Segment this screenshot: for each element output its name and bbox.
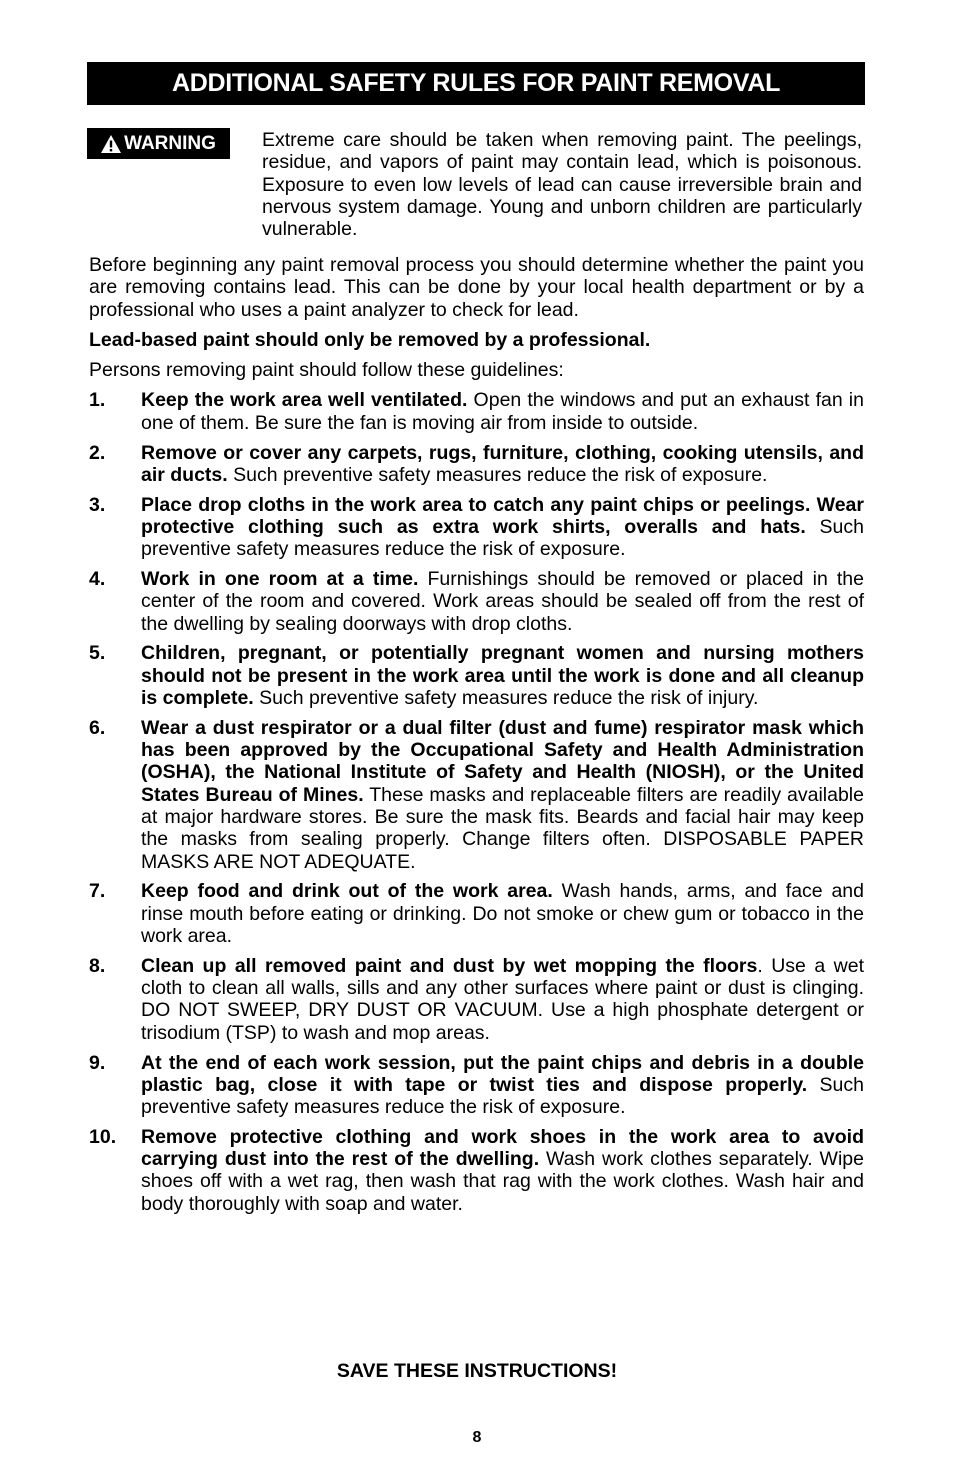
rule-number: 9. (89, 1051, 106, 1074)
rule-item (89, 442, 864, 487)
rule-number: 7. (89, 880, 106, 903)
page-number: 8 (472, 1429, 482, 1446)
rule-bold-text: Wear a dust respirator or a dual filter (dust and fume) respirator mask which has been approved by the Occupational Safety and Health Administration (OSHA), the National Institute of Safety and Health (NIOSH), or the United States Bureau of Mines. (141, 716, 864, 806)
rule-item (89, 494, 864, 561)
rule-body (141, 1052, 864, 1119)
save-instructions: SAVE THESE INSTRUCTIONS! (336, 1360, 618, 1382)
rule-item (89, 389, 864, 434)
rule-text: Such preventive safety measures reduce the risk of exposure. (227, 463, 768, 486)
rule-body (141, 389, 864, 434)
rule-body (141, 568, 864, 635)
rule-item (89, 880, 864, 947)
rule-text: Furnishings should be removed or placed in the center of the room and covered. Work areas should be sealed off from the rest of the dwelling by sealing doorways with drop cloths. (141, 568, 864, 635)
rule-item (89, 1126, 864, 1215)
rule-text: Wash work clothes separately. Wipe shoes off with a wet rag, then wash that rag with the work clothes. Wash hair and body thoroughly with soap and water. (141, 1148, 864, 1215)
rule-number: 5. (89, 642, 106, 665)
rule-bold-text: Keep the work area well ventilated. (141, 389, 468, 412)
rule-text: Wash hands, arms, and face and rinse mouth before eating or drinking. Do not smoke or chew gum or tobacco in the work area. (141, 880, 864, 948)
rule-body (141, 717, 864, 873)
rule-number: 4. (89, 568, 106, 591)
rule-number: 10. (89, 1125, 117, 1148)
rule-number: 3. (89, 493, 106, 516)
rule-body (141, 442, 864, 487)
lead-statement: Lead-based paint should only be removed by a professional. (89, 328, 651, 351)
rule-number: 6. (89, 716, 106, 739)
intro-paragraph: Before beginning any paint removal process you should determine whether the paint you are removing contains lead. This can be done by your local health department or by a professional who uses a paint analyzer to check for lead. (89, 254, 864, 321)
rule-body (141, 1126, 864, 1215)
rule-text: Such preventive safety measures reduce the risk of exposure. (141, 1073, 864, 1119)
guidelines-intro: Persons removing paint should follow these guidelines: (89, 359, 564, 382)
rule-bold-text: Children, pregnant, or potentially pregnant women and nursing mothers should not be present in the work area until the work is done and all cleanup is complete. (141, 642, 864, 710)
warning-badge (87, 128, 230, 159)
warning-label: WARNING (124, 132, 216, 154)
rule-item (89, 642, 864, 709)
rule-bold-text: At the end of each work session, put the paint chips and debris in a double plastic bag, close it with tape or twist ties and dispose properly. (141, 1051, 864, 1096)
page-title: ADDITIONAL SAFETY RULES FOR PAINT REMOVAL (87, 62, 865, 105)
rule-item (89, 1052, 864, 1119)
rule-bold-text: Remove or cover any carpets, rugs, furniture, clothing, cooking utensils, and air ducts. (141, 441, 864, 486)
rule-body (141, 955, 864, 1044)
rule-item (89, 955, 864, 1044)
rule-bold-text: Clean up all removed paint and dust by wet mopping the floors (141, 954, 758, 977)
rule-text: Open the windows and put an exhaust fan in one of them. Be sure the fan is moving air from inside to outside. (141, 389, 864, 434)
rule-body (141, 880, 864, 947)
rule-text: Such preventive safety measures reduce the risk of injury. (253, 687, 759, 710)
rule-body (141, 642, 864, 709)
rule-bold-text: Remove protective clothing and work shoes in the work area to avoid carrying dust into the rest of the dwelling. (141, 1125, 864, 1171)
rule-body (141, 494, 864, 561)
rule-text: . Use a wet cloth to clean all walls, sills and any other surfaces where paint or dust is clinging. DO NOT SWEEP, DRY DUST OR VACUUM. Use a high phosphate detergent or trisodium (TSP) to wash and mop areas. (141, 954, 865, 1044)
rule-bold-text: Keep food and drink out of the work area. (141, 880, 553, 903)
rule-item (89, 717, 864, 873)
rule-number: 8. (89, 954, 106, 977)
rule-text: Such preventive safety measures reduce the risk of exposure. (141, 515, 864, 561)
rule-bold-text: Work in one room at a time. (141, 568, 419, 591)
rule-bold-text: Place drop cloths in the work area to catch any paint chips or peelings. Wear protective clothing such as extra work shirts, overalls and hats. (141, 493, 864, 538)
rule-number: 2. (89, 441, 106, 464)
rule-item (89, 568, 864, 635)
warning-text: Extreme care should be taken when removing paint. The peelings, residue, and vapors of paint may contain lead, which is poisonous. Exposure to even low levels of lead can cause irreversible brain and nervous system damage. Young and unborn children are particularly vulnerable. (262, 129, 862, 241)
rule-text: These masks and replaceable filters are readily available at major hardware stores. Be sure the mask fits. Beards and facial hair may keep the masks from sealing properly. Change filters often. DISPOSABLE PAPER MASKS ARE NOT ADEQUATE. (141, 783, 864, 873)
main-content (89, 254, 864, 1223)
rule-number: 1. (89, 389, 106, 412)
warning-triangle-icon (101, 135, 121, 153)
